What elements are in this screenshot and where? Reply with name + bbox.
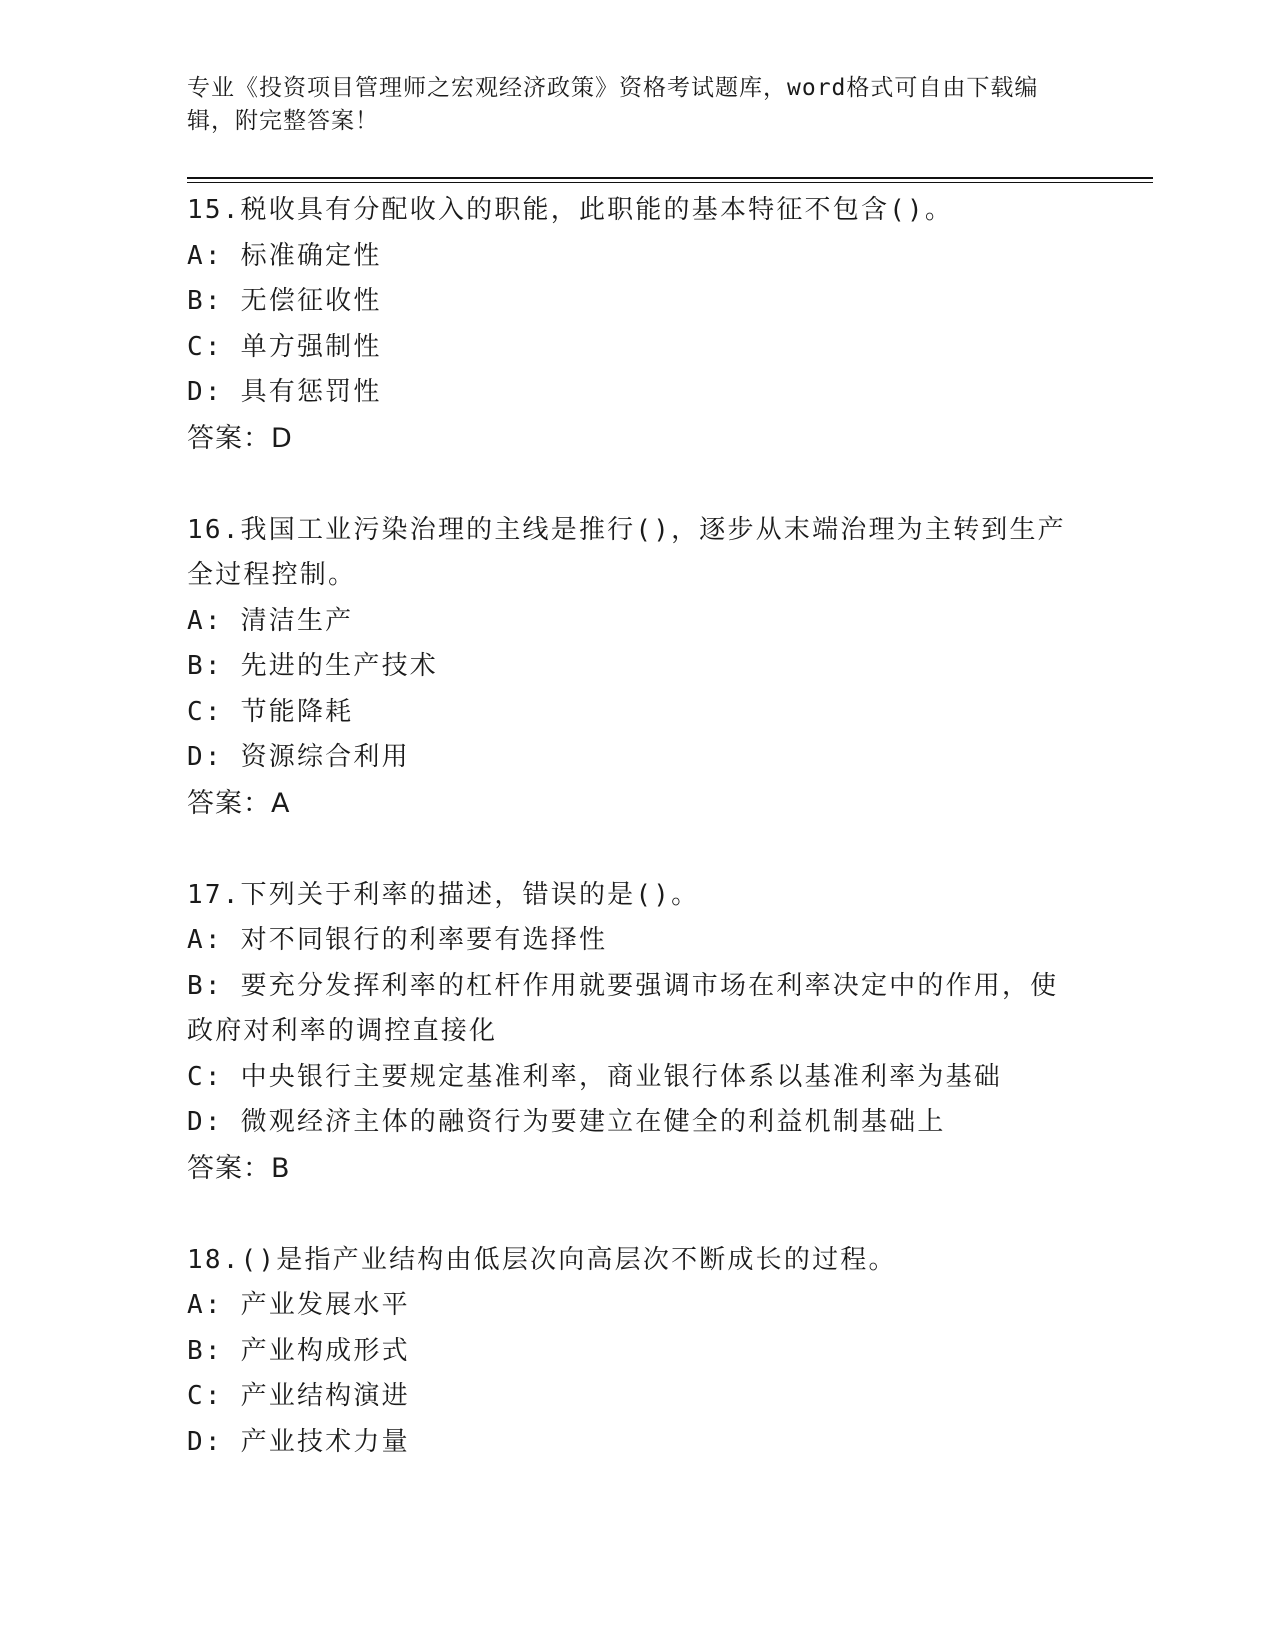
- option-text: 单方强制性: [240, 331, 382, 362]
- option-label: B:: [187, 1335, 241, 1366]
- option-label: C:: [187, 331, 241, 362]
- option-text: 产业结构演进: [240, 1381, 410, 1411]
- option-text: 先进的生产技术: [240, 651, 438, 681]
- option-d: [187, 1420, 1087, 1466]
- option-label: A:: [187, 925, 241, 955]
- question-16: [187, 508, 1087, 827]
- option-text: 产业发展水平: [240, 1290, 410, 1320]
- option-label: A:: [187, 605, 241, 636]
- option-text: 节能降耗: [240, 696, 354, 727]
- option-b: [187, 964, 1077, 1055]
- option-label: D:: [187, 742, 241, 772]
- option-text: 中央银行主要规定基准利率，商业银行体系以基准利率为基础: [240, 1061, 1002, 1092]
- option-label: A:: [187, 1290, 241, 1320]
- option-d: [187, 370, 1087, 416]
- option-a: [187, 599, 1087, 645]
- option-text: 微观经济主体的融资行为要建立在健全的利益机制基础上: [240, 1107, 946, 1137]
- option-text: 产业构成形式: [240, 1335, 410, 1366]
- question-stem: 16.我国工业污染治理的主线是推行()，逐步从末端治理为主转到生产全过程控制。: [187, 514, 1066, 590]
- option-d: [187, 1100, 1087, 1146]
- question-stem: 15.税收具有分配收入的职能，此职能的基本特征不包含()。: [187, 195, 954, 225]
- document-header: 专业《投资项目管理师之宏观经济政策》资格考试题库，word格式可自由下载编辑，附完整答案！: [187, 75, 1039, 134]
- option-d: [187, 735, 1087, 781]
- question-18: [187, 1238, 1087, 1466]
- option-text: 产业技术力量: [240, 1426, 410, 1457]
- option-text: 标准确定性: [240, 240, 382, 271]
- option-label: C:: [187, 1381, 241, 1411]
- option-a: [187, 918, 1087, 964]
- option-b: [187, 1329, 1087, 1375]
- answer-line: 答案：B: [187, 1152, 291, 1184]
- option-c: [187, 1374, 1087, 1420]
- answer-line: 答案：A: [187, 787, 291, 819]
- option-label: D:: [187, 377, 241, 407]
- option-c: [187, 1055, 1087, 1101]
- answer-line: 答案：D: [187, 422, 293, 454]
- option-text: 对不同银行的利率要有选择性: [240, 925, 608, 955]
- question-15: [187, 188, 1087, 462]
- header-divider-thick: [187, 177, 1153, 179]
- header-divider-thin: [187, 182, 1153, 183]
- option-label: B:: [187, 970, 241, 1001]
- option-a: [187, 234, 1087, 280]
- question-stem: 18.()是指产业结构由低层次向高层次不断成长的过程。: [187, 1244, 897, 1275]
- option-b: [187, 644, 1087, 690]
- option-text: 要充分发挥利率的杠杆作用就要强调市场在利率决定中的作用，使政府对利率的调控直接化: [187, 970, 1059, 1046]
- option-label: B:: [187, 651, 241, 681]
- option-label: D:: [187, 1426, 241, 1457]
- option-c: [187, 325, 1087, 371]
- option-c: [187, 690, 1087, 736]
- option-text: 资源综合利用: [240, 742, 410, 772]
- option-label: A:: [187, 240, 241, 271]
- option-text: 具有惩罚性: [240, 377, 382, 407]
- option-text: 无偿征收性: [240, 286, 382, 316]
- question-list: [187, 188, 1087, 1511]
- option-text: 清洁生产: [240, 605, 354, 636]
- option-b: [187, 279, 1087, 325]
- option-label: D:: [187, 1107, 241, 1137]
- question-17: [187, 873, 1087, 1192]
- option-label: C:: [187, 1061, 241, 1092]
- question-stem: 17.下列关于利率的描述，错误的是()。: [187, 879, 700, 910]
- option-label: B:: [187, 286, 241, 316]
- option-a: [187, 1283, 1087, 1329]
- option-label: C:: [187, 696, 241, 727]
